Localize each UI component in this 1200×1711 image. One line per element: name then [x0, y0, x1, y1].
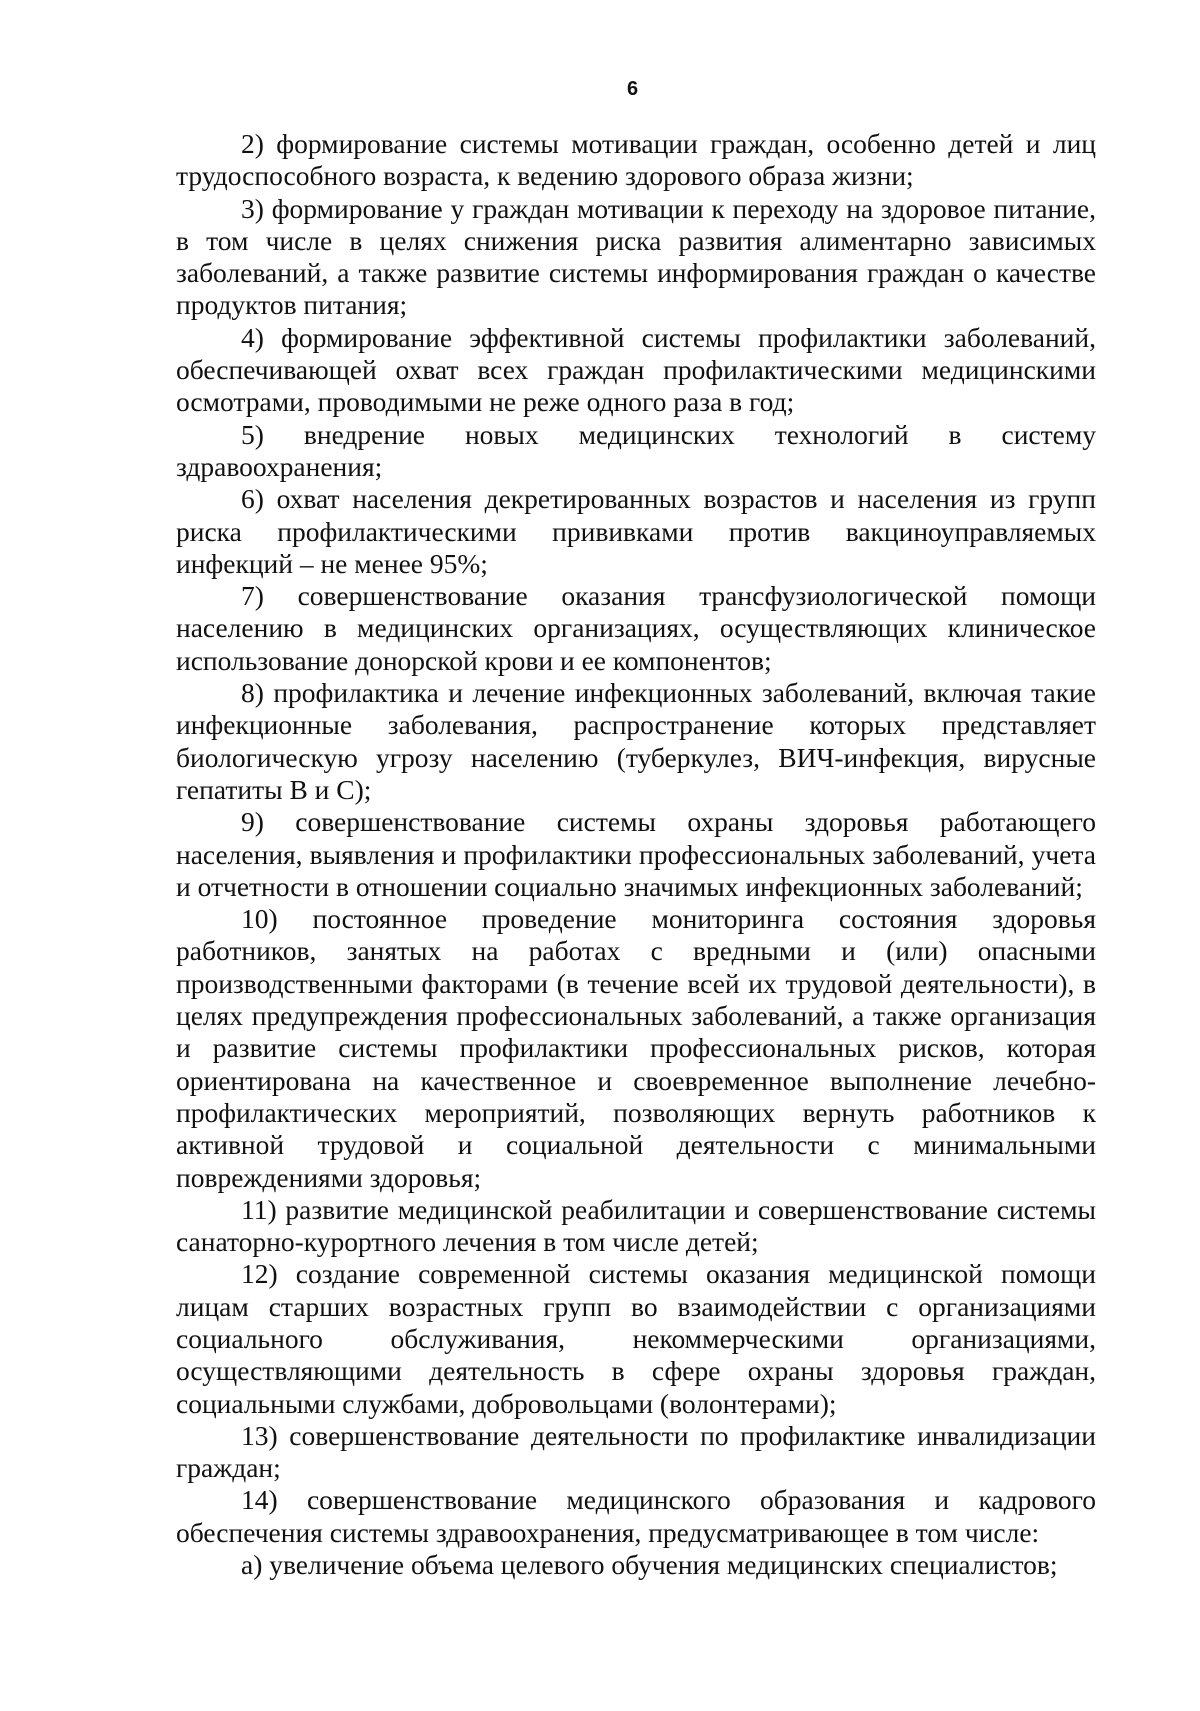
list-item: 2) формирование системы мотивации граждан, особенно детей и лиц трудоспособного возраста, к ведению здорового образа жизни;: [176, 128, 1096, 192]
list-item: 9) совершенствование системы охраны здоровья работающего населения, выявления и профилактики профессиональных заболеваний, учета и отчетности в отношении социально значимых инфекционных заболеваний;: [176, 806, 1096, 902]
list-item: 12) создание современной системы оказания медицинской помощи лицам старших возрастных групп во взаимодействии с организациями социального обслуживания, некоммерческими организациями, осуществляющими деятельность в сфере охраны здоровья граждан, социальными службами, добровольцами (волонтерами);: [176, 1258, 1096, 1419]
list-item: 5) внедрение новых медицинских технологий в систему здравоохранения;: [176, 418, 1096, 482]
list-item: 13) совершенствование деятельности по профилактике инвалидизации граждан;: [176, 1419, 1096, 1484]
list-item: 3) формирование у граждан мотивации к переходу на здоровое питание, в том числе в целях снижения риска развития алиментарно зависимых заболеваний, а также развитие системы информирования граждан о качестве продуктов питания;: [176, 192, 1096, 321]
document-body: [176, 128, 1096, 1581]
page-number: 6: [626, 78, 639, 100]
list-item: 11) развитие медицинской реабилитации и совершенствование системы санаторно-курортного лечения в том числе детей;: [176, 1193, 1096, 1258]
list-item: 10) постоянное проведение мониторинга состояния здоровья работников, занятых на работах с вредными и (или) опасными производственными факторами (в течение всей их трудовой деятельности), в целях предупреждения профессиональных заболеваний, а также организация и развитие системы профилактики профессиональных рисков, которая ориентирована на качественное и своевременное выполнение лечебно-профилактических мероприятий, позволяющих вернуть работников к активной трудовой и социальной деятельности с минимальными повреждениями здоровья;: [176, 903, 1096, 1193]
list-item: 14) совершенствование медицинского образования и кадрового обеспечения системы здравоохранения, предусматривающее в том числе:: [176, 1484, 1096, 1548]
list-sub-item: а) увеличение объема целевого обучения медицинских специалистов;: [241, 1549, 1058, 1581]
list-item: 6) охват населения декретированных возрастов и населения из групп риска профилактическими прививками против вакциноуправляемых инфекций – не менее 95%;: [176, 483, 1096, 579]
list-item: 7) совершенствование оказания трансфузиологической помощи населению в медицинских организациях, осуществляющих клиническое использование донорской крови и ее компонентов;: [176, 580, 1096, 676]
list-item: 4) формирование эффективной системы профилактики заболеваний, обеспечивающей охват всех граждан профилактическими медицинскими осмотрами, проводимыми не реже одного раза в год;: [176, 321, 1096, 418]
list-item: 8) профилактика и лечение инфекционных заболеваний, включая такие инфекционные заболевания, распространение которых представляет биологическую угрозу населению (туберкулез, ВИЧ-инфекция, вирусные гепатиты B и C);: [176, 677, 1096, 805]
